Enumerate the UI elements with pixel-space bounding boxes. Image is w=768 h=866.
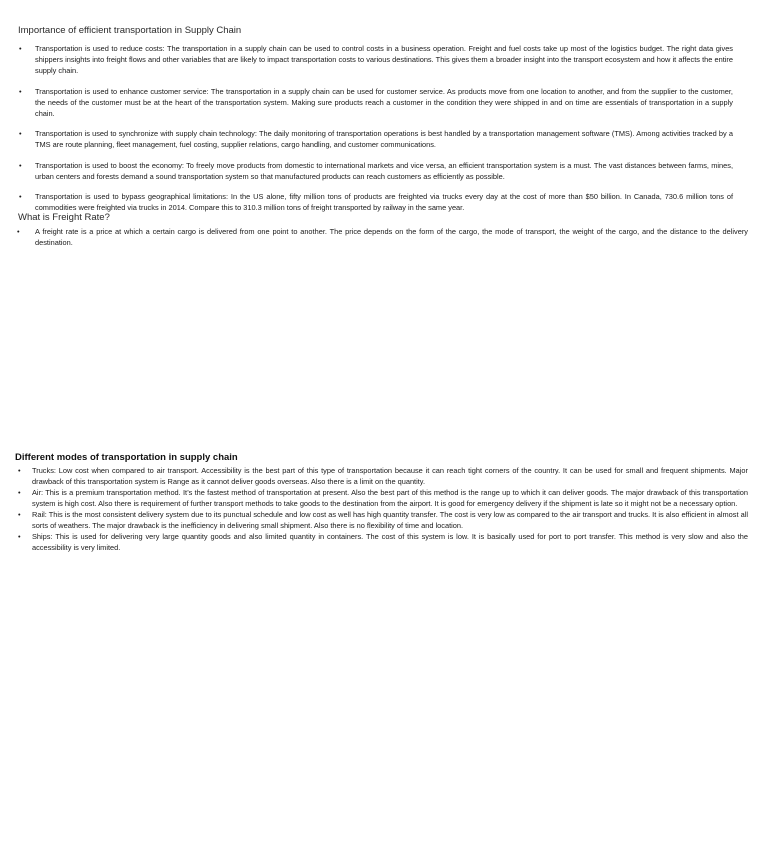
- list-item-text: Rail: This is the most consistent delivery system due to its punctual schedule and low cost as well has high quantity transfer. The cost is very low as compared to the air transport and trucks. It is also efficient in almost all sorts of weathers. The major drawback is the inefficiency in delivering small shipment. Also there is no flexibility of time and location.: [32, 510, 748, 530]
- bullet-icon: •: [19, 192, 22, 202]
- list-item: [19, 86, 733, 119]
- bullet-list: [17, 226, 748, 248]
- bullet-icon: •: [18, 532, 21, 541]
- bullet-list: [18, 465, 748, 553]
- list-item: [19, 191, 733, 213]
- bullet-icon: •: [19, 86, 22, 96]
- bullet-list: [19, 43, 733, 223]
- list-item: [18, 531, 748, 553]
- list-item-text: Transportation is used to synchronize with supply chain technology: The daily monitoring of transportation operations is best handled by a transportation management software (TMS). Among activities tracked by a TMS are route planning, fleet management, fuel costing, supplier relations, cargo handling, and customer communications.: [35, 129, 733, 150]
- list-item-text: Transportation is used to enhance customer service: The transportation in a supply chain can be used for customer service. As products move from one location to another, and from the supplier to the customer, the needs of the customer must be at the heart of the transportation system. Making sure products reach a customer in the condition they were shipped in and on time are essentials of transportation in a supply chain.: [35, 86, 733, 118]
- bullet-icon: •: [19, 129, 22, 139]
- list-item: [17, 226, 748, 248]
- list-item-text: Ships: This is used for delivering very large quantity goods and also limited quantity in containers. The cost of this system is low. It is basically used for port to port transfer. This method is very slow and also the accessibility is very limited.: [32, 532, 748, 552]
- bullet-icon: •: [18, 488, 21, 497]
- list-item: [19, 128, 733, 150]
- bullet-icon: •: [19, 160, 22, 170]
- list-item: [19, 160, 733, 182]
- bullet-icon: •: [18, 466, 21, 475]
- list-item-text: Transportation is used to reduce costs: The transportation in a supply chain can be used to control costs in a business operation. Freight and fuel costs take up most of the logistics budget. The right data gives shippers insights into freight flows and other variables that are likely to impact transportation costs to various destinations. This gives them a broader insight into the transport ecosystem and how it affects the entire supply chain.: [35, 44, 733, 75]
- bullet-icon: •: [18, 510, 21, 519]
- list-item: [18, 509, 748, 531]
- bullet-icon: •: [17, 227, 20, 236]
- section-heading: Importance of efficient transportation in Supply Chain: [18, 25, 242, 36]
- list-item-text: A freight rate is a price at which a certain cargo is delivered from one point to another. The price depends on the form of the cargo, the mode of transport, the weight of the cargo, and the distance to the delivery destination.: [35, 227, 748, 247]
- bullet-icon: •: [19, 44, 22, 53]
- list-item-text: Transportation is used to boost the economy: To freely move products from domestic to international markets and vice versa, an efficient transportation system is a must. The vast distances between farms, mines, urban centers and forests demand a sound transportation system so that manufactured products can reach customers as efficiently as possible.: [35, 160, 733, 181]
- list-item-text: Trucks: Low cost when compared to air transport. Accessibility is the best part of this type of transportation because it can reach tight corners of the country. It can be used for small and frequent shipments. Major drawback of this transportation system is Range as it cannot deliver goods overseas. Also there is a limit on the quantity.: [32, 466, 748, 486]
- list-item: [18, 487, 748, 509]
- list-item-text: Transportation is used to bypass geographical limitations: In the US alone, fifty million tons of products are freighted via trucks every day at the cost of more than $50 billion. In Canada, 730.6 million tons of commodities were freighted via trucks in 2014. Compare this to 310.3 million tons of freight transported by railway in the same year.: [35, 192, 733, 213]
- list-item: [18, 465, 748, 487]
- section-heading: Different modes of transportation in supply chain: [15, 452, 238, 463]
- section-heading: What is Freight Rate?: [18, 212, 110, 223]
- list-item: [19, 43, 733, 76]
- list-item-text: Air: This is a premium transportation method. It’s the fastest method of transportation at present. Also the best part of this method is the range up to which it can deliver goods. The major drawback of this transportation system is high cost. Also there is requirement of further transport methods to take goods to the destination from the airport. It is good for emergency delivery if the shipment is late so it might not be a necessary option.: [32, 488, 748, 508]
